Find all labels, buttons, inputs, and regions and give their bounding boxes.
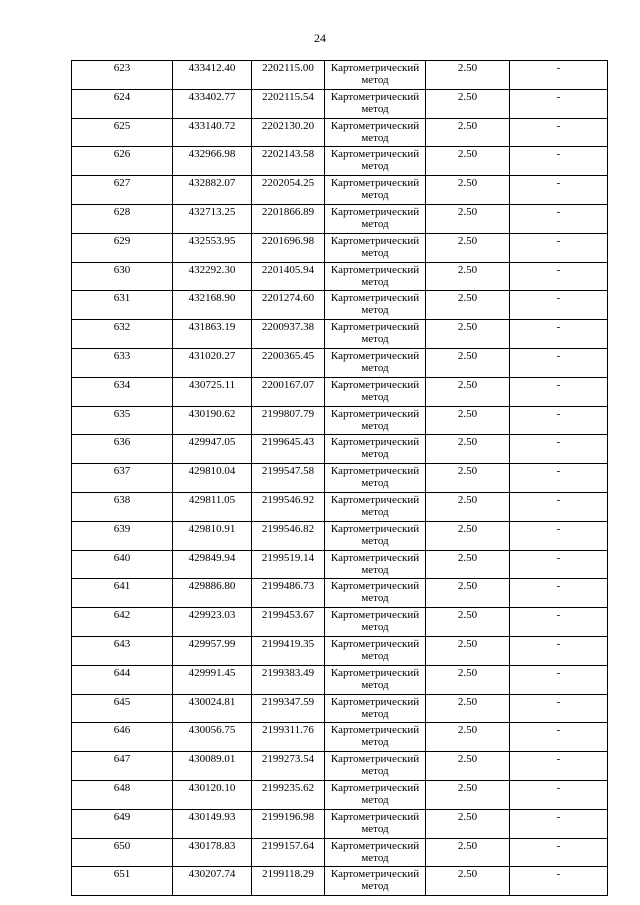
- method-line-1: Картометрический: [330, 119, 420, 132]
- y-coordinate-cell: 2199546.92: [252, 492, 325, 521]
- accuracy-cell: 2.50: [426, 176, 510, 205]
- method-line-2: метод: [361, 477, 389, 490]
- method-line-1: Картометрический: [330, 436, 420, 449]
- point-number-cell: 638: [72, 492, 173, 521]
- point-number-cell: 632: [72, 320, 173, 349]
- point-number-cell: 641: [72, 579, 173, 608]
- description-cell: -: [510, 838, 608, 867]
- method-line-2: метод: [361, 102, 389, 115]
- description-cell: -: [510, 348, 608, 377]
- method-line-2: метод: [361, 678, 389, 691]
- accuracy-cell: 2.50: [426, 867, 510, 896]
- description-cell: -: [510, 780, 608, 809]
- method-cell: [325, 780, 426, 809]
- y-coordinate-cell: 2200937.38: [252, 320, 325, 349]
- point-number-cell: 646: [72, 723, 173, 752]
- accuracy-cell: 2.50: [426, 118, 510, 147]
- y-coordinate-cell: 2199118.29: [252, 867, 325, 896]
- table-row: [72, 406, 608, 435]
- x-coordinate-cell: 429810.91: [173, 521, 252, 550]
- accuracy-cell: 2.50: [426, 752, 510, 781]
- table-row: [72, 204, 608, 233]
- y-coordinate-cell: 2199273.54: [252, 752, 325, 781]
- method-line-1: Картометрический: [330, 695, 420, 708]
- table-row: [72, 723, 608, 752]
- description-cell: -: [510, 752, 608, 781]
- description-cell: -: [510, 809, 608, 838]
- x-coordinate-cell: 429991.45: [173, 665, 252, 694]
- method-line-1: Картометрический: [330, 205, 420, 218]
- x-coordinate-cell: 431863.19: [173, 320, 252, 349]
- accuracy-cell: 2.50: [426, 377, 510, 406]
- accuracy-cell: 2.50: [426, 89, 510, 118]
- x-coordinate-cell: 429811.05: [173, 492, 252, 521]
- y-coordinate-cell: 2201696.98: [252, 233, 325, 262]
- description-cell: -: [510, 435, 608, 464]
- y-coordinate-cell: 2199419.35: [252, 636, 325, 665]
- method-line-2: метод: [361, 419, 389, 432]
- method-cell: [325, 550, 426, 579]
- y-coordinate-cell: 2199453.67: [252, 608, 325, 637]
- x-coordinate-cell: 433140.72: [173, 118, 252, 147]
- y-coordinate-cell: 2199547.58: [252, 464, 325, 493]
- method-line-1: Картометрический: [330, 378, 420, 391]
- description-cell: -: [510, 550, 608, 579]
- accuracy-cell: 2.50: [426, 233, 510, 262]
- description-cell: -: [510, 61, 608, 90]
- accuracy-cell: 2.50: [426, 348, 510, 377]
- point-number-cell: 629: [72, 233, 173, 262]
- point-number-cell: 647: [72, 752, 173, 781]
- description-cell: -: [510, 89, 608, 118]
- accuracy-cell: 2.50: [426, 636, 510, 665]
- x-coordinate-cell: 433412.40: [173, 61, 252, 90]
- table-row: [72, 320, 608, 349]
- x-coordinate-cell: 429886.80: [173, 579, 252, 608]
- x-coordinate-cell: 430178.83: [173, 838, 252, 867]
- method-cell: [325, 636, 426, 665]
- y-coordinate-cell: 2200365.45: [252, 348, 325, 377]
- table-row: [72, 608, 608, 637]
- x-coordinate-cell: 429947.05: [173, 435, 252, 464]
- method-line-2: метод: [361, 217, 389, 230]
- point-number-cell: 628: [72, 204, 173, 233]
- accuracy-cell: 2.50: [426, 464, 510, 493]
- point-number-cell: 625: [72, 118, 173, 147]
- method-cell: [325, 838, 426, 867]
- point-number-cell: 626: [72, 147, 173, 176]
- accuracy-cell: 2.50: [426, 550, 510, 579]
- y-coordinate-cell: 2199383.49: [252, 665, 325, 694]
- method-line-1: Картометрический: [330, 148, 420, 161]
- method-cell: [325, 867, 426, 896]
- accuracy-cell: 2.50: [426, 780, 510, 809]
- method-line-2: метод: [361, 563, 389, 576]
- x-coordinate-cell: 430024.81: [173, 694, 252, 723]
- point-number-cell: 639: [72, 521, 173, 550]
- x-coordinate-cell: 430725.11: [173, 377, 252, 406]
- method-cell: [325, 89, 426, 118]
- method-cell: [325, 723, 426, 752]
- x-coordinate-cell: 430089.01: [173, 752, 252, 781]
- table-row: [72, 176, 608, 205]
- method-line-1: Картометрический: [330, 522, 420, 535]
- method-line-1: Картометрический: [330, 292, 420, 305]
- description-cell: -: [510, 176, 608, 205]
- y-coordinate-cell: 2202115.54: [252, 89, 325, 118]
- method-line-2: метод: [361, 361, 389, 374]
- method-cell: [325, 147, 426, 176]
- accuracy-cell: 2.50: [426, 579, 510, 608]
- table-row: [72, 464, 608, 493]
- description-cell: -: [510, 608, 608, 637]
- y-coordinate-cell: 2199807.79: [252, 406, 325, 435]
- description-cell: -: [510, 262, 608, 291]
- method-cell: [325, 61, 426, 90]
- point-number-cell: 630: [72, 262, 173, 291]
- table-row: [72, 550, 608, 579]
- description-cell: -: [510, 464, 608, 493]
- table-row: [72, 665, 608, 694]
- method-cell: [325, 809, 426, 838]
- point-number-cell: 627: [72, 176, 173, 205]
- point-number-cell: 623: [72, 61, 173, 90]
- x-coordinate-cell: 430149.93: [173, 809, 252, 838]
- point-number-cell: 634: [72, 377, 173, 406]
- description-cell: -: [510, 147, 608, 176]
- method-cell: [325, 406, 426, 435]
- method-line-2: метод: [361, 822, 389, 835]
- method-line-2: метод: [361, 534, 389, 547]
- method-line-1: Картометрический: [330, 781, 420, 794]
- method-cell: [325, 204, 426, 233]
- point-number-cell: 650: [72, 838, 173, 867]
- method-cell: [325, 320, 426, 349]
- method-cell: [325, 521, 426, 550]
- method-cell: [325, 608, 426, 637]
- y-coordinate-cell: 2200167.07: [252, 377, 325, 406]
- point-number-cell: 635: [72, 406, 173, 435]
- point-number-cell: 636: [72, 435, 173, 464]
- method-line-1: Картометрический: [330, 637, 420, 650]
- method-line-1: Картометрический: [330, 551, 420, 564]
- method-cell: [325, 665, 426, 694]
- description-cell: -: [510, 636, 608, 665]
- accuracy-cell: 2.50: [426, 608, 510, 637]
- method-line-2: метод: [361, 880, 389, 893]
- table-row: [72, 291, 608, 320]
- table-row: [72, 118, 608, 147]
- method-cell: [325, 435, 426, 464]
- y-coordinate-cell: 2199235.62: [252, 780, 325, 809]
- accuracy-cell: 2.50: [426, 147, 510, 176]
- method-line-2: метод: [361, 74, 389, 86]
- point-number-cell: 651: [72, 867, 173, 896]
- accuracy-cell: 2.50: [426, 694, 510, 723]
- table-row: [72, 579, 608, 608]
- coordinates-table: [71, 60, 608, 896]
- table-row: [72, 780, 608, 809]
- x-coordinate-cell: 432882.07: [173, 176, 252, 205]
- method-line-2: метод: [361, 736, 389, 749]
- method-line-1: Картометрический: [330, 580, 420, 593]
- table-row: [72, 867, 608, 896]
- accuracy-cell: 2.50: [426, 521, 510, 550]
- table-row: [72, 377, 608, 406]
- method-line-2: метод: [361, 131, 389, 144]
- method-cell: [325, 291, 426, 320]
- method-cell: [325, 752, 426, 781]
- x-coordinate-cell: 432168.90: [173, 291, 252, 320]
- method-line-1: Картометрический: [330, 263, 420, 276]
- table-row: [72, 492, 608, 521]
- accuracy-cell: 2.50: [426, 435, 510, 464]
- x-coordinate-cell: 430190.62: [173, 406, 252, 435]
- accuracy-cell: 2.50: [426, 723, 510, 752]
- method-line-2: метод: [361, 592, 389, 605]
- description-cell: -: [510, 579, 608, 608]
- table-row: [72, 636, 608, 665]
- table-row: [72, 262, 608, 291]
- method-line-1: Картометрический: [330, 868, 420, 881]
- description-cell: -: [510, 665, 608, 694]
- method-line-2: метод: [361, 246, 389, 259]
- point-number-cell: 633: [72, 348, 173, 377]
- table-row: [72, 521, 608, 550]
- method-line-1: Картометрический: [330, 724, 420, 737]
- y-coordinate-cell: 2199645.43: [252, 435, 325, 464]
- method-cell: [325, 492, 426, 521]
- accuracy-cell: 2.50: [426, 262, 510, 291]
- method-cell: [325, 694, 426, 723]
- method-line-2: метод: [361, 649, 389, 662]
- y-coordinate-cell: 2202115.00: [252, 61, 325, 90]
- x-coordinate-cell: 429849.94: [173, 550, 252, 579]
- method-line-2: метод: [361, 390, 389, 403]
- table-row: [72, 809, 608, 838]
- x-coordinate-cell: 429957.99: [173, 636, 252, 665]
- table-row: [72, 147, 608, 176]
- table-row: [72, 752, 608, 781]
- method-line-1: Картометрический: [330, 493, 420, 506]
- method-line-1: Картометрический: [330, 177, 420, 190]
- table-row: [72, 89, 608, 118]
- y-coordinate-cell: 2201405.94: [252, 262, 325, 291]
- accuracy-cell: 2.50: [426, 809, 510, 838]
- y-coordinate-cell: 2202054.25: [252, 176, 325, 205]
- y-coordinate-cell: 2199311.76: [252, 723, 325, 752]
- coordinates-table-body: [72, 61, 608, 896]
- x-coordinate-cell: 432553.95: [173, 233, 252, 262]
- x-coordinate-cell: 431020.27: [173, 348, 252, 377]
- point-number-cell: 645: [72, 694, 173, 723]
- x-coordinate-cell: 432966.98: [173, 147, 252, 176]
- accuracy-cell: 2.50: [426, 838, 510, 867]
- method-line-1: Картометрический: [330, 609, 420, 622]
- description-cell: -: [510, 406, 608, 435]
- point-number-cell: 644: [72, 665, 173, 694]
- accuracy-cell: 2.50: [426, 406, 510, 435]
- description-cell: -: [510, 291, 608, 320]
- page-number: 24: [314, 31, 326, 45]
- x-coordinate-cell: 429810.04: [173, 464, 252, 493]
- x-coordinate-cell: 433402.77: [173, 89, 252, 118]
- method-line-1: Картометрический: [330, 465, 420, 478]
- method-line-1: Картометрический: [330, 349, 420, 362]
- accuracy-cell: 2.50: [426, 320, 510, 349]
- method-line-2: метод: [361, 448, 389, 461]
- table-row: [72, 435, 608, 464]
- point-number-cell: 640: [72, 550, 173, 579]
- x-coordinate-cell: 430120.10: [173, 780, 252, 809]
- point-number-cell: 637: [72, 464, 173, 493]
- y-coordinate-cell: 2199546.82: [252, 521, 325, 550]
- method-line-2: метод: [361, 793, 389, 806]
- y-coordinate-cell: 2202130.20: [252, 118, 325, 147]
- y-coordinate-cell: 2199486.73: [252, 579, 325, 608]
- method-cell: [325, 176, 426, 205]
- point-number-cell: 624: [72, 89, 173, 118]
- y-coordinate-cell: 2199196.98: [252, 809, 325, 838]
- description-cell: -: [510, 118, 608, 147]
- point-number-cell: 643: [72, 636, 173, 665]
- description-cell: -: [510, 694, 608, 723]
- description-cell: -: [510, 320, 608, 349]
- method-line-1: Картометрический: [330, 666, 420, 679]
- method-line-2: метод: [361, 333, 389, 346]
- x-coordinate-cell: 430207.74: [173, 867, 252, 896]
- method-cell: [325, 464, 426, 493]
- method-line-2: метод: [361, 189, 389, 202]
- method-line-1: Картометрический: [330, 321, 420, 334]
- method-line-2: метод: [361, 851, 389, 864]
- y-coordinate-cell: 2199519.14: [252, 550, 325, 579]
- method-line-1: Картометрический: [330, 90, 420, 103]
- y-coordinate-cell: 2199157.64: [252, 838, 325, 867]
- x-coordinate-cell: 429923.03: [173, 608, 252, 637]
- method-line-2: метод: [361, 160, 389, 173]
- method-line-2: метод: [361, 707, 389, 720]
- method-cell: [325, 348, 426, 377]
- point-number-cell: 631: [72, 291, 173, 320]
- table-row: [72, 348, 608, 377]
- accuracy-cell: 2.50: [426, 665, 510, 694]
- accuracy-cell: 2.50: [426, 492, 510, 521]
- method-cell: [325, 233, 426, 262]
- method-line-1: Картометрический: [330, 839, 420, 852]
- description-cell: -: [510, 377, 608, 406]
- method-line-1: Картометрический: [330, 234, 420, 247]
- table-row: [72, 61, 608, 90]
- accuracy-cell: 2.50: [426, 204, 510, 233]
- method-line-1: Картометрический: [330, 810, 420, 823]
- accuracy-cell: 2.50: [426, 291, 510, 320]
- method-cell: [325, 377, 426, 406]
- method-line-2: метод: [361, 304, 389, 317]
- description-cell: -: [510, 723, 608, 752]
- description-cell: -: [510, 204, 608, 233]
- method-cell: [325, 579, 426, 608]
- x-coordinate-cell: 430056.75: [173, 723, 252, 752]
- x-coordinate-cell: 432713.25: [173, 204, 252, 233]
- description-cell: -: [510, 492, 608, 521]
- method-line-1: Картометрический: [330, 753, 420, 766]
- y-coordinate-cell: 2201274.60: [252, 291, 325, 320]
- point-number-cell: 649: [72, 809, 173, 838]
- method-line-2: метод: [361, 505, 389, 518]
- y-coordinate-cell: 2201866.89: [252, 204, 325, 233]
- method-line-1: Картометрический: [330, 407, 420, 420]
- method-cell: [325, 262, 426, 291]
- x-coordinate-cell: 432292.30: [173, 262, 252, 291]
- method-line-1: Картометрический: [330, 62, 420, 74]
- table-row: [72, 233, 608, 262]
- description-cell: -: [510, 521, 608, 550]
- accuracy-cell: 2.50: [426, 61, 510, 90]
- method-cell: [325, 118, 426, 147]
- y-coordinate-cell: 2202143.58: [252, 147, 325, 176]
- method-line-2: метод: [361, 275, 389, 288]
- method-line-2: метод: [361, 765, 389, 778]
- y-coordinate-cell: 2199347.59: [252, 694, 325, 723]
- description-cell: -: [510, 233, 608, 262]
- point-number-cell: 642: [72, 608, 173, 637]
- table-row: [72, 838, 608, 867]
- description-cell: -: [510, 867, 608, 896]
- method-line-2: метод: [361, 621, 389, 634]
- point-number-cell: 648: [72, 780, 173, 809]
- table-row: [72, 694, 608, 723]
